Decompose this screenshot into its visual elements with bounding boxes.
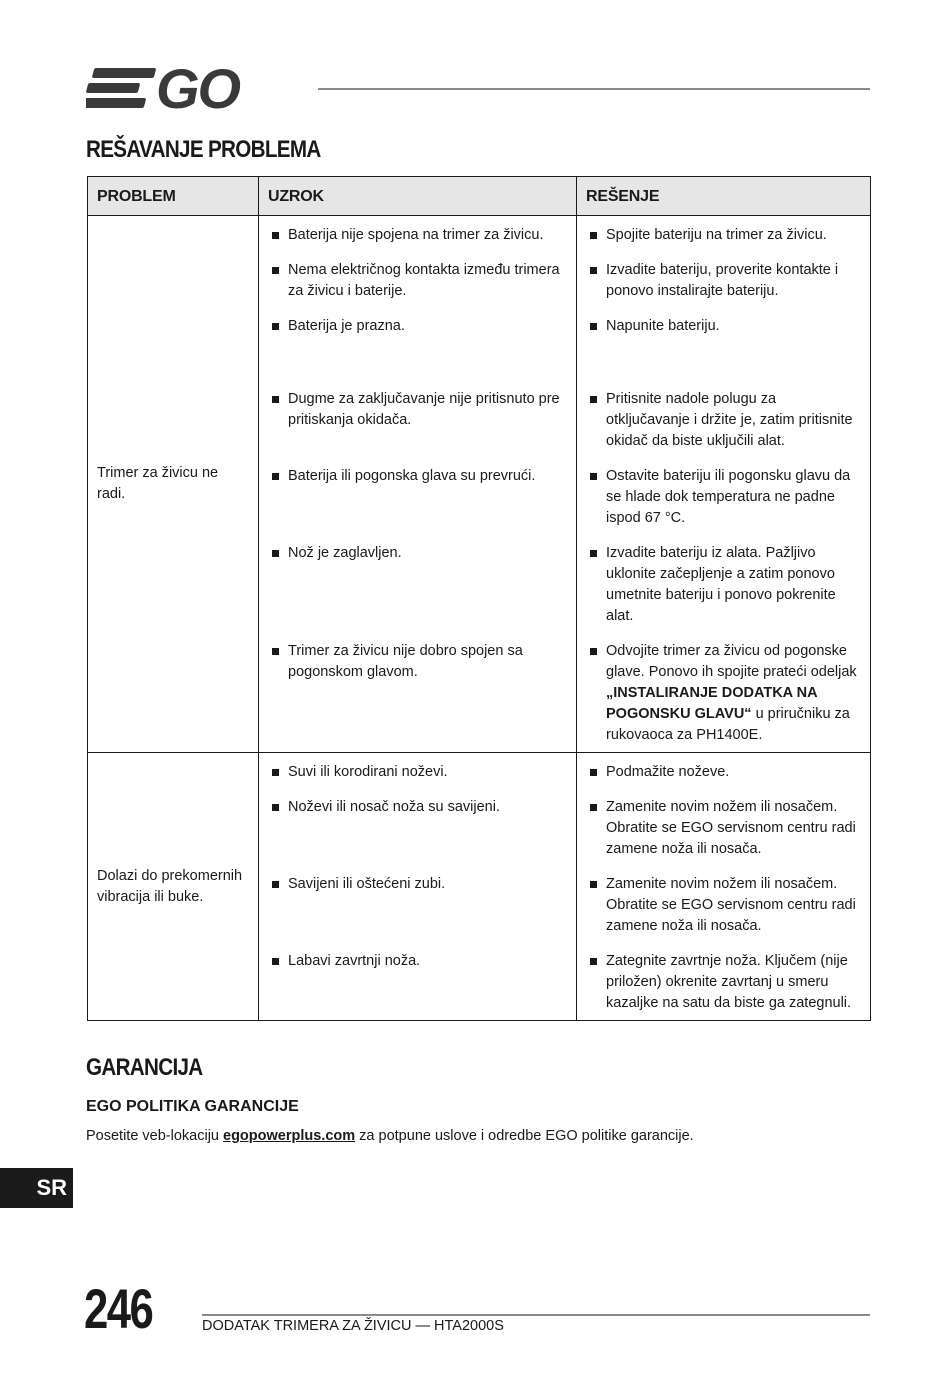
- solution-item: Zategnite zavrtnje noža. Ključem (nije priložen) okrenite zavrtanj u smeru kazaljke na satu da biste ga zategnuli.: [587, 951, 862, 1014]
- table-row: [88, 753, 871, 1021]
- header-problem: PROBLEM: [88, 177, 259, 216]
- solution-item: [587, 641, 862, 746]
- solution-item: Spojite bateriju na trimer za živicu.: [587, 225, 862, 246]
- problem-cell: Trimer za živicu ne radi.: [88, 216, 259, 753]
- warranty-text-before: Posetite veb-lokaciju: [86, 1128, 224, 1144]
- header-cause: UZROK: [259, 177, 577, 216]
- solution-text: u priručniku za rukovaoca za PH1400E.: [606, 706, 850, 743]
- cause-item: Nož je zaglavljen.: [269, 543, 568, 627]
- warranty-text-after: za potpune uslove i odredbe EGO politike garancije.: [355, 1128, 694, 1144]
- causes-cell: [259, 753, 577, 1021]
- table-row: [88, 216, 871, 753]
- causes-cell: [259, 216, 577, 753]
- cause-item: Savijeni ili oštećeni zubi.: [269, 874, 568, 937]
- warranty-link[interactable]: egopowerplus.com: [223, 1128, 356, 1144]
- solution-item: Pritisnite nadole polugu za otključavanje i držite je, zatim pritisnite okidač da biste uključili alat.: [587, 389, 862, 452]
- cause-item: Noževi ili nosač noža su savijeni.: [269, 797, 568, 860]
- table-header-row: [88, 177, 871, 216]
- warranty-text: [86, 1128, 694, 1144]
- cause-item: Dugme za zaključavanje nije pritisnuto pre pritiskanja okidača.: [269, 389, 568, 452]
- cause-item: Baterija je prazna.: [269, 316, 568, 337]
- solution-item: Zamenite novim nožem ili nosačem. Obratite se EGO servisnom centru radi zamene noža ili nosača.: [587, 797, 862, 860]
- cause-item: Labavi zavrtnji noža.: [269, 951, 568, 1014]
- solution-item: Izvadite bateriju, proverite kontakte i ponovo instalirajte bateriju.: [587, 260, 862, 302]
- footer-rule: [202, 1314, 870, 1316]
- troubleshooting-table: [87, 176, 871, 1021]
- solution-item: Podmažite noževe.: [587, 762, 862, 783]
- troubleshooting-title: REŠAVANJE PROBLEMA: [86, 136, 321, 163]
- footer-doc-title: DODATAK TRIMERA ZA ŽIVICU — HTA2000S: [202, 1318, 504, 1334]
- solution-item: Izvadite bateriju iz alata. Pažljivo uklonite začepljenje a zatim ponovo umetnite bateriju i ponovo pokrenite alat.: [587, 543, 862, 627]
- solution-item: Ostavite bateriju ili pogonsku glavu da se hlade dok temperatura ne padne ispod 67 °C.: [587, 466, 862, 529]
- cause-item: Baterija nije spojena na trimer za živicu.: [269, 225, 568, 246]
- ego-logo: [86, 62, 298, 114]
- cause-item: Baterija ili pogonska glava su prevrući.: [269, 466, 568, 529]
- solution-text: Odvojite trimer za živicu od pogonske glave. Ponovo ih spojite prateći odeljak: [606, 643, 857, 680]
- svg-text:GO: GO: [156, 62, 240, 114]
- solution-item: Napunite bateriju.: [587, 316, 862, 337]
- section-reference: „INSTALIRANJE DODATKA NA POGONSKU GLAVU“: [606, 685, 818, 722]
- cause-item: Suvi ili korodirani noževi.: [269, 762, 568, 783]
- header-rule: [318, 88, 870, 90]
- solution-item: Zamenite novim nožem ili nosačem. Obratite se EGO servisnom centru radi zamene noža ili nosača.: [587, 874, 862, 937]
- warranty-subtitle: EGO POLITIKA GARANCIJE: [86, 1098, 299, 1115]
- solutions-cell: [577, 753, 871, 1021]
- cause-item: Nema električnog kontakta između trimera za živicu i baterije.: [269, 260, 568, 302]
- cause-item: Trimer za živicu nije dobro spojen sa pogonskom glavom.: [269, 641, 568, 746]
- header-solution: REŠENJE: [577, 177, 871, 216]
- page-number: 246: [84, 1277, 153, 1340]
- warranty-title: GARANCIJA: [86, 1054, 203, 1081]
- language-tab: SR: [0, 1168, 73, 1208]
- problem-cell: Dolazi do prekomernih vibracija ili buke.: [88, 753, 259, 1021]
- solutions-cell: [577, 216, 871, 753]
